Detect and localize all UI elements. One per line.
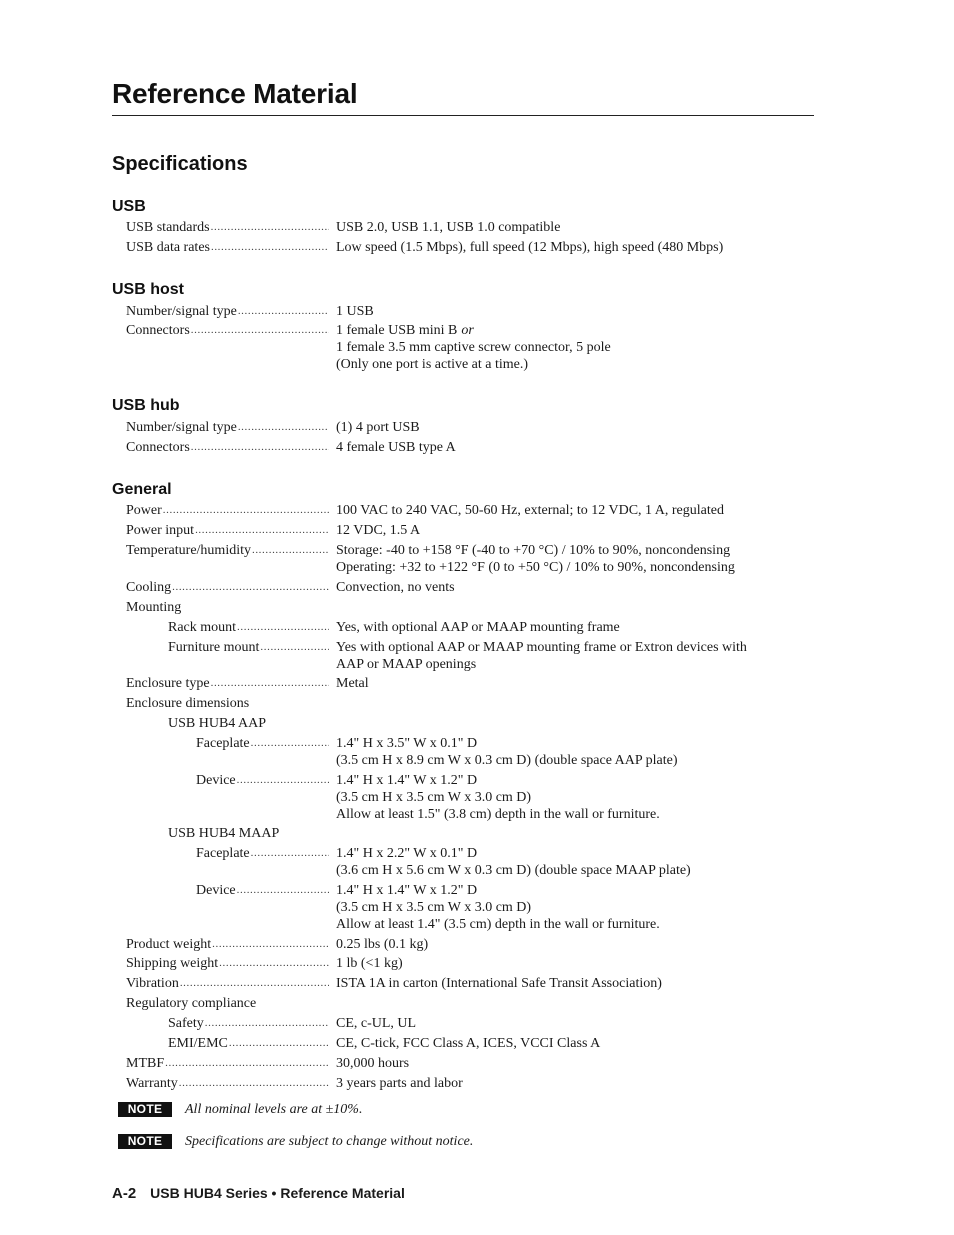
spec-label: Enclosure type — [126, 676, 210, 691]
chapter-title: Reference Material — [112, 78, 358, 109]
dot-leader — [212, 936, 329, 953]
spec-value: 1.4" H x 2.2" W x 0.1" D — [336, 846, 478, 861]
dot-leader — [229, 1035, 329, 1052]
dot-leader — [237, 882, 329, 899]
spec-value: (3.6 cm H x 5.6 cm W x 0.3 cm D) (double space MAAP plate) — [336, 863, 691, 878]
usb-host-heading: USB host — [112, 281, 184, 298]
spec-value: Operating: +32 to +122 °F (0 to +50 °C) / 10% to 90%, noncondensing — [336, 560, 735, 575]
spec-label: Product weight — [126, 937, 212, 952]
page-footer — [112, 1185, 405, 1202]
spec-value: 4 female USB type A — [336, 440, 456, 455]
spec-group-label: Mounting — [126, 600, 182, 615]
spec-value: 0.25 lbs (0.1 kg) — [336, 937, 429, 952]
spec-value: 3 years parts and labor — [336, 1076, 463, 1091]
spec-label: Vibration — [126, 976, 179, 991]
spec-value: Allow at least 1.5" (3.8 cm) depth in the wall or furniture. — [336, 807, 660, 822]
spec-value: (3.5 cm H x 3.5 cm W x 3.0 cm D) — [336, 900, 532, 915]
spec-label: Warranty — [126, 1076, 178, 1091]
note-text: Specifications are subject to change without notice. — [185, 1133, 474, 1149]
footer-text: USB HUB4 Series • Reference Material — [150, 1185, 405, 1201]
spec-label: Rack mount — [168, 620, 237, 635]
spec-value: 1 female USB mini B — [336, 323, 458, 338]
spec-value: 1 female 3.5 mm captive screw connector, 5 pole — [336, 340, 611, 355]
spec-label: MTBF — [126, 1056, 165, 1071]
dot-leader — [251, 845, 329, 862]
dot-leader — [195, 522, 329, 539]
spec-label: Power — [126, 503, 162, 518]
spec-value: Metal — [336, 676, 369, 691]
note-specs-change — [118, 1133, 473, 1150]
dot-leader — [191, 322, 329, 339]
dot-leader — [238, 303, 329, 320]
spec-label: Cooling — [126, 580, 172, 595]
usb-heading: USB — [112, 198, 146, 215]
usb-hub-heading: USB hub — [112, 397, 180, 414]
dot-leader — [179, 1075, 329, 1092]
spec-value: 1.4" H x 1.4" W x 1.2" D — [336, 883, 478, 898]
dot-leader — [237, 772, 329, 789]
dot-leader — [172, 579, 329, 596]
spec-label: USB data rates — [126, 240, 210, 255]
section-title: Specifications — [112, 153, 248, 175]
spec-value: (3.5 cm H x 8.9 cm W x 0.3 cm D) (double space AAP plate) — [336, 753, 678, 768]
spec-value: CE, C-tick, FCC Class A, ICES, VCCI Class A — [336, 1036, 601, 1051]
spec-label: Device — [196, 773, 236, 788]
dot-leader — [191, 439, 329, 456]
page-number: A-2 — [112, 1185, 137, 1202]
note-nominal-levels — [118, 1101, 362, 1118]
or-word: or — [461, 323, 474, 338]
dot-leader — [205, 1015, 329, 1032]
spec-value: 100 VAC to 240 VAC, 50-60 Hz, external; to 12 VDC, 1 A, regulated — [336, 503, 724, 518]
spec-label: Connectors — [126, 323, 190, 338]
spec-label: Faceplate — [196, 846, 250, 861]
dot-leader — [252, 542, 329, 559]
dot-leader — [163, 502, 329, 519]
spec-label: Faceplate — [196, 736, 250, 751]
note-text: All nominal levels are at ±10%. — [185, 1101, 363, 1117]
dot-leader — [211, 219, 329, 236]
spec-value: 30,000 hours — [336, 1056, 410, 1071]
spec-value: (Only one port is active at a time.) — [336, 357, 529, 372]
dot-leader — [238, 419, 329, 436]
dot-leader — [165, 1055, 329, 1072]
spec-value: USB 2.0, USB 1.1, USB 1.0 compatible — [336, 220, 561, 235]
spec-value: 1.4" H x 1.4" W x 1.2" D — [336, 773, 478, 788]
dot-leader — [219, 955, 329, 972]
note-badge: NOTE — [118, 1102, 172, 1117]
spec-value: 1 USB — [336, 304, 374, 319]
spec-label: Connectors — [126, 440, 190, 455]
dot-leader — [211, 239, 329, 256]
spec-value: AAP or MAAP openings — [336, 657, 477, 672]
spec-group-label: USB HUB4 MAAP — [168, 826, 280, 841]
spec-label: EMI/EMC — [168, 1036, 228, 1051]
spec-group-label: USB HUB4 AAP — [168, 716, 267, 731]
spec-value: Convection, no vents — [336, 580, 455, 595]
spec-label: Temperature/humidity — [126, 543, 251, 558]
spec-value: Allow at least 1.4" (3.5 cm) depth in the wall or furniture. — [336, 917, 660, 932]
dot-leader — [237, 619, 329, 636]
spec-value: CE, c-UL, UL — [336, 1016, 417, 1031]
dot-leader — [251, 735, 329, 752]
title-rule — [112, 115, 814, 116]
spec-label: Power input — [126, 523, 195, 538]
spec-group-label: Regulatory compliance — [126, 996, 257, 1011]
spec-group-label: Enclosure dimensions — [126, 696, 250, 711]
dot-leader — [260, 639, 329, 656]
spec-label: Number/signal type — [126, 304, 237, 319]
spec-value: (1) 4 port USB — [336, 420, 420, 435]
spec-value: Yes with optional AAP or MAAP mounting frame or Extron devices with — [336, 640, 747, 655]
spec-value: 12 VDC, 1.5 A — [336, 523, 421, 538]
spec-value: Storage: -40 to +158 °F (-40 to +70 °C) / 10% to 90%, noncondensing — [336, 543, 731, 558]
spec-label: Number/signal type — [126, 420, 237, 435]
note-badge: NOTE — [118, 1134, 172, 1149]
spec-value: ISTA 1A in carton (International Safe Transit Association) — [336, 976, 662, 991]
spec-value: (3.5 cm H x 3.5 cm W x 3.0 cm D) — [336, 790, 532, 805]
spec-label: Furniture mount — [168, 640, 260, 655]
general-heading: General — [112, 481, 172, 498]
spec-label: Shipping weight — [126, 956, 219, 971]
dot-leader — [211, 675, 329, 692]
spec-value: Yes, with optional AAP or MAAP mounting frame — [336, 620, 620, 635]
spec-value: 1.4" H x 3.5" W x 0.1" D — [336, 736, 478, 751]
spec-label: Safety — [168, 1016, 204, 1031]
spec-value: Low speed (1.5 Mbps), full speed (12 Mbps), high speed (480 Mbps) — [336, 240, 724, 255]
dot-leader — [180, 975, 329, 992]
spec-label: Device — [196, 883, 236, 898]
spec-label: USB standards — [126, 220, 210, 235]
spec-value: 1 lb (<1 kg) — [336, 956, 403, 971]
